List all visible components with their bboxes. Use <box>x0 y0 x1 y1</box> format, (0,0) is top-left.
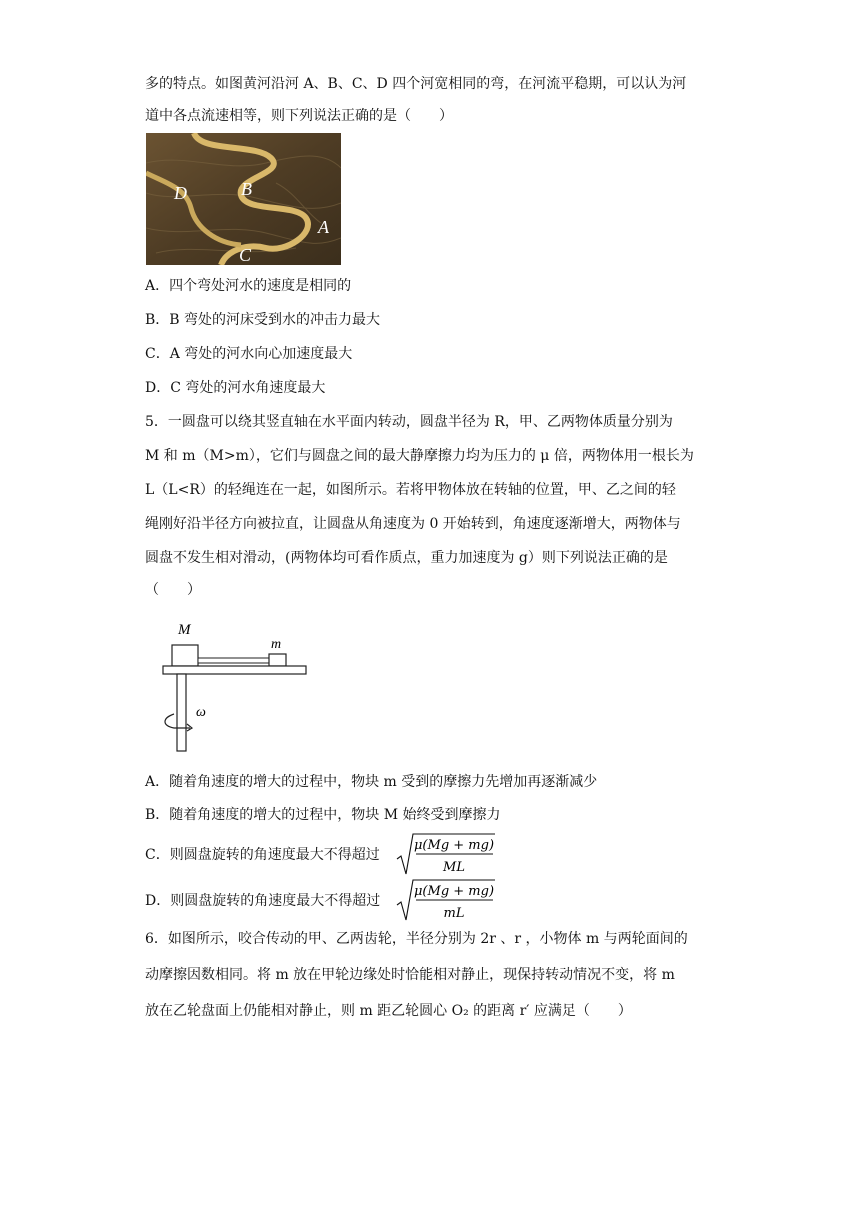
q5-option-a: A．随着角速度的增大的过程中，物块 m 受到的摩擦力先增加再逐渐减少 <box>145 774 598 790</box>
photo-label-c: C <box>239 245 252 265</box>
photo-label-d: D <box>174 183 187 203</box>
q4-text-line-1: 多的特点。如图黄河沿河 A、B、C、D 四个河宽相同的弯，在河流平稳期，可以认为河 <box>145 76 687 92</box>
q5-option-d: D．则圆盘旋转的角速度最大不得超过 <box>145 893 381 909</box>
q6-text-line-1: 6．如图所示，咬合传动的甲、乙两齿轮，半径分别为 2r 、r ，小物体 m 与两轮面间的 <box>145 931 688 947</box>
q4-option-b: B．B 弯处的河床受到水的冲击力最大 <box>145 312 381 328</box>
river-photo <box>146 133 341 265</box>
label-omega: ω <box>196 705 206 720</box>
q4-option-a: A．四个弯处河水的速度是相同的 <box>145 278 352 294</box>
formula-c <box>396 832 496 882</box>
q5-option-b: B．随着角速度的增大的过程中，物块 M 始终受到摩擦力 <box>145 807 501 823</box>
q4-option-c: C．A 弯处的河水向心加速度最大 <box>145 346 353 362</box>
big-block <box>172 645 198 666</box>
formula-d-numerator: μ(Mg + mg) <box>413 884 495 899</box>
photo-label-a: A <box>318 217 329 237</box>
q5-text-line-3: L（L<R）的轻绳连在一起，如图所示。若将甲物体放在转轴的位置，甲、乙之间的轻 <box>145 482 676 498</box>
formula-d <box>396 878 496 928</box>
turntable-diagram <box>158 618 318 756</box>
q4-text-line-2: 道中各点流速相等，则下列说法正确的是（ ） <box>145 108 453 124</box>
q5-option-c: C．则圆盘旋转的角速度最大不得超过 <box>145 847 380 863</box>
photo-label-b: B <box>241 179 252 199</box>
formula-c-numerator: μ(Mg + mg) <box>413 838 495 853</box>
q5-text-line-2: M 和 m（M>m），它们与圆盘之间的最大静摩擦力均为压力的 μ 倍，两物体用一根长为 <box>145 448 694 464</box>
q5-text-line-4: 绳刚好沿半径方向被拉直，让圆盘从角速度为 0 开始转到，角速度逐渐增大，两物体与 <box>145 516 681 532</box>
formula-c-denominator: ML <box>443 860 465 875</box>
small-block <box>269 654 286 666</box>
q6-text-line-3: 放在乙轮盘面上仍能相对静止，则 m 距乙轮圆心 O₂ 的距离 r′ 应满足（ ） <box>145 1003 632 1019</box>
label-big-m: M <box>178 622 191 638</box>
formula-d-denominator: mL <box>443 906 465 921</box>
disk <box>163 666 306 674</box>
q5-text-line-6: （ ） <box>145 582 201 598</box>
rope <box>198 658 269 663</box>
label-small-m: m <box>271 637 282 652</box>
q5-text-line-5: 圆盘不发生相对滑动，(两物体均可看作质点，重力加速度为 g）则下列说法正确的是 <box>145 550 668 566</box>
q5-text-line-1: 5．一圆盘可以绕其竖直轴在水平面内转动，圆盘半径为 R，甲、乙两物体质量分别为 <box>145 414 673 430</box>
q4-option-d: D．C 弯处的河水角速度最大 <box>145 380 326 396</box>
shaft <box>177 674 186 751</box>
q6-text-line-2: 动摩擦因数相同。将 m 放在甲轮边缘处时恰能相对静止，现保持转动情况不变，将 m <box>145 967 675 983</box>
